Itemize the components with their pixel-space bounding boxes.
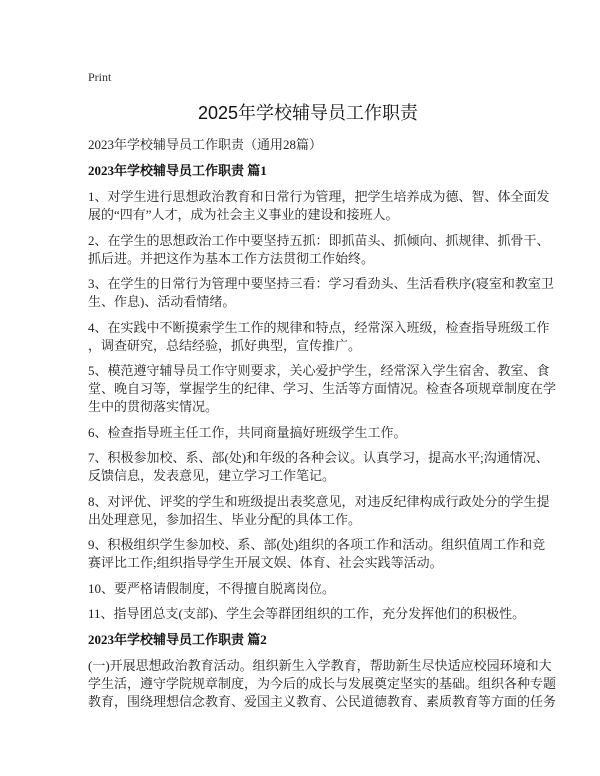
paragraph [88,275,554,311]
paragraph-line: 7、积极参加校、系、部(处)和年级的各种会议。认真学习，提高水平;沟通情况、 [88,450,549,465]
paragraph-line: 5、模范遵守辅导员工作守则要求，关心爱护学生，经常深入学生宿舍、教室、食 [88,363,550,378]
paragraph-line: (一)开展思想政治教育活动。组织新生入学教育，帮助新生尽快适应校园环境和大 [88,657,552,673]
paragraph-line: 教育，围绕理想信念教育、爱国主义教育、公民道德教育、素质教育等方面的任务 [88,693,557,709]
paragraph-line: 生、作息)、活动看情绪。 [88,294,236,309]
paragraph [88,362,557,416]
paragraph-line: 堂、晚自习等，掌握学生的纪律、学习、生活等方面情况。检查各项规章制度在学 [88,381,557,396]
paragraph [88,580,528,598]
paragraph-line: 生中的贯彻落实情况。 [88,399,219,414]
paragraph-line: 反馈信息，发表意见，建立学习工作笔记。 [88,468,336,483]
paragraph-line: 抓后进。并把这作为基本工作方法贯彻工作始终。 [88,250,375,266]
paragraph [88,319,550,355]
document-page [88,70,557,718]
paragraph-line: 8、对评优、评奖的学生和班级提出表奖意见，对违反纪律构成行政处分的学生提 [88,493,550,509]
paragraph [88,424,528,442]
paragraph-line: 展的“四有”人才，成为社会主义事业的建设和接班人。 [88,207,399,222]
paragraph [88,536,546,572]
paragraph-line: 出处理意见，参加招生、毕业分配的具体工作。 [88,511,362,527]
paragraph-line: 3、在学生的日常行为管理中要坚持三看：学习看劲头、生活看秩序(寝室和教室卫 [88,276,554,291]
paragraph-line: 赛评比工作;组织指导学生开展文娱、体育、社会实践等活动。 [88,555,443,570]
document-body [88,162,557,711]
paragraph-line: 4、在实践中不断摸索学生工作的规律和特点，经常深入班级，检查指导班级工作 [88,319,550,335]
document-subtitle: 2023年学校辅导员工作职责（通用28篇） [88,137,323,152]
paragraph [88,232,550,268]
section-heading: 2023年学校辅导员工作职责 篇1 [88,163,267,178]
paragraph-line: 9、积极组织学生参加校、系、部(处)组织的各项工作和活动。组织值周工作和竞 [88,537,546,552]
paragraph [88,657,557,711]
document-title: 2025年学校辅导员工作职责 [197,103,419,123]
section-heading: 2023年学校辅导员工作职责 篇2 [88,631,267,647]
paragraph-line: 6、检查指导班主任工作，共同商量搞好班级学生工作。 [88,424,407,440]
paragraph-line: ，调查研究，总结经验，抓好典型，宣传推广。 [88,337,362,353]
paragraph-line: 1、对学生进行思想政治教育和日常行为管理，把学生培养成为德、智、体全面发 [88,189,550,204]
print-label: Print [88,70,112,84]
paragraph [88,188,550,224]
paragraph-line: 学生活，遵守学院规章制度，为今后的成长与发展奠定坚实的基础。组织各种专题 [88,675,557,691]
paragraph [88,493,550,529]
paragraph-line: 2、在学生的思想政治工作中要坚持五抓：即抓苗头、抓倾向、抓规律、抓骨干、 [88,232,550,248]
paragraph-line: 11、指导团总支(支部)、学生会等群团组织的工作，充分发挥他们的积极性。 [88,606,526,621]
paragraph-line: 10、要严格请假制度，不得擅自脱离岗位。 [88,580,336,596]
paragraph [88,449,549,485]
paragraph [88,605,528,623]
